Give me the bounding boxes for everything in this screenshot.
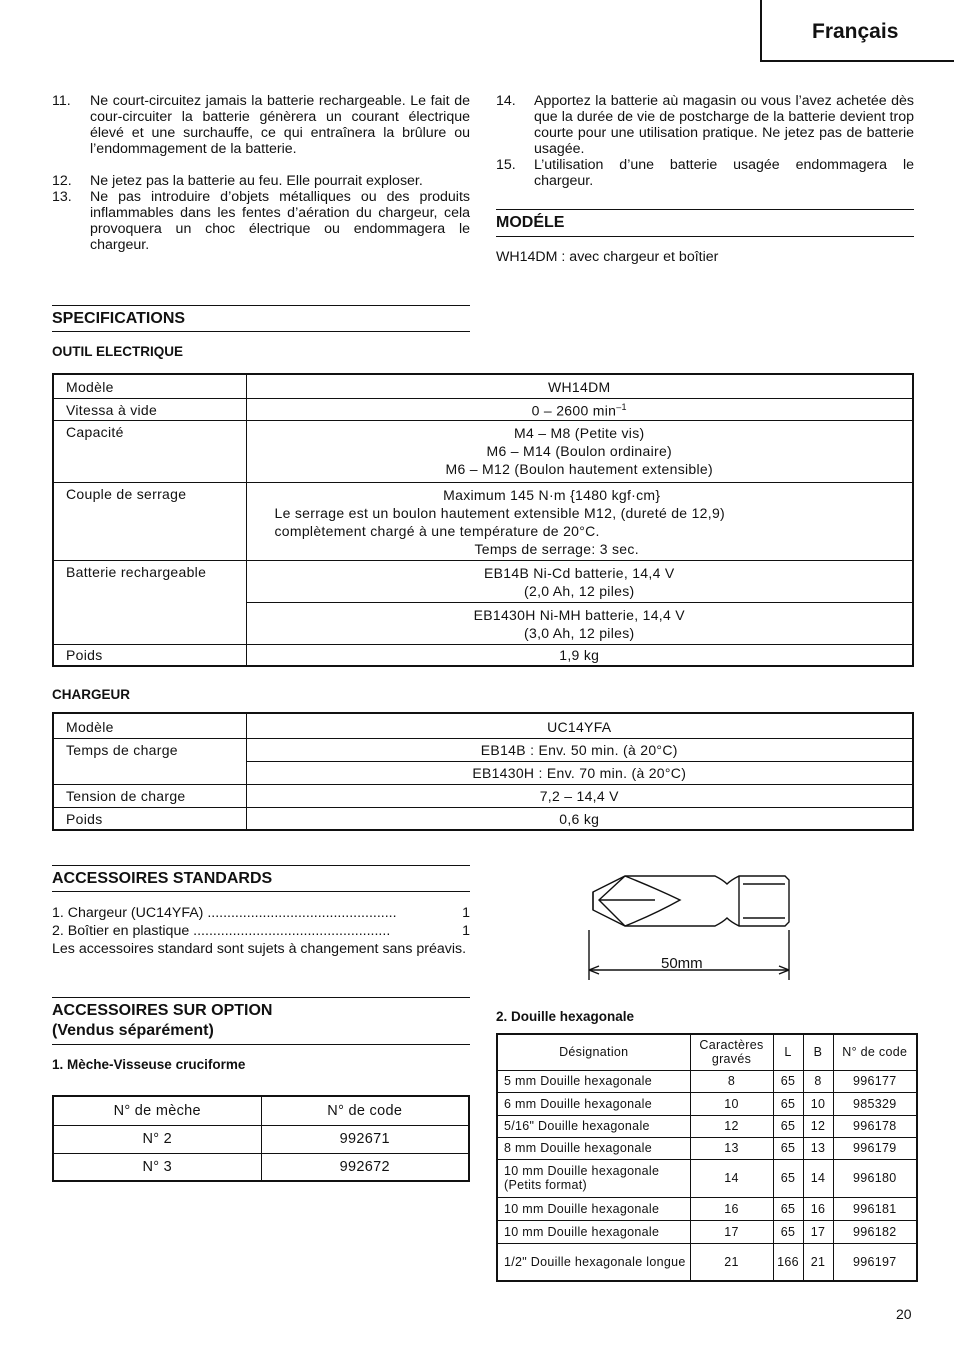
table-row [53, 482, 913, 560]
table-cell: 65 [773, 1115, 803, 1137]
cell-label: Modèle [53, 374, 246, 398]
table-cell: 14 [803, 1159, 833, 1197]
cell-value: UC14YFA [246, 713, 913, 738]
table-row [497, 1070, 917, 1092]
table-row [497, 1197, 917, 1220]
table-cell: 17 [803, 1220, 833, 1243]
section-heading-specifications [52, 305, 470, 332]
table-cell: 8 [803, 1070, 833, 1092]
cell-label: Capacité [53, 420, 246, 482]
accessory-qty: 1 [462, 905, 470, 921]
bit-table [52, 1095, 470, 1182]
list-item [52, 922, 470, 940]
table-cell: 8 [690, 1070, 773, 1092]
table-cell: 21 [803, 1243, 833, 1281]
item-text: L’utilisation d’une batterie usagée endommagera le chargeur. [534, 157, 914, 189]
cell-value [246, 398, 913, 420]
table-cell: 996178 [833, 1115, 917, 1137]
table-cell: 65 [773, 1197, 803, 1220]
capacity-line: M4 – M8 (Petite vis) [514, 424, 645, 441]
item-number: 13. [52, 189, 72, 205]
header-cell: B [803, 1034, 833, 1070]
table-row [497, 1115, 917, 1137]
accessory-label: 2. Boîtier en plastique .................................................. [52, 923, 391, 939]
section-subtitle: (Vendus séparément) [52, 1022, 214, 1039]
list-item [496, 157, 914, 189]
charger-spec-table [52, 712, 914, 831]
table-row [497, 1137, 917, 1159]
table-cell: 996177 [833, 1070, 917, 1092]
subtitle-tool: OUTIL ELECTRIQUE [52, 344, 184, 359]
subtitle-bit: 1. Mèche-Visseuse cruciforme [52, 1057, 246, 1072]
table-row [53, 738, 913, 761]
header-cell: N° de code [261, 1096, 469, 1125]
table-cell: N° 2 [53, 1125, 261, 1153]
table-cell: 21 [690, 1243, 773, 1281]
section-heading-std-accessories [52, 865, 470, 892]
table-cell: 65 [773, 1137, 803, 1159]
table-row [53, 644, 913, 666]
torque-line: Maximum 145 N·m {1480 kgf·cm} [443, 486, 661, 503]
list-item [496, 93, 914, 157]
battery-line: (2,0 Ah, 12 piles) [524, 582, 635, 599]
list-item [52, 904, 470, 922]
table-cell: 17 [690, 1220, 773, 1243]
cell-value: WH14DM [246, 374, 913, 398]
table-row [497, 1243, 917, 1281]
accessory-qty: 1 [462, 923, 470, 939]
table-row [53, 560, 913, 602]
table-cell: 12 [803, 1115, 833, 1137]
table-cell: 996182 [833, 1220, 917, 1243]
section-heading-opt-accessories [52, 997, 470, 1045]
table-cell: 65 [773, 1092, 803, 1115]
item-text: Apportez la batterie aù magasin ou vous l’avez achetée dès que la durée de vie de postcharge de la batterie devient trop courte pour une utilisation pratique. Ne jetez pas de batterie usagée. [534, 93, 914, 157]
item-number: 12. [52, 173, 72, 189]
section-title: ACCESSOIRES STANDARDS [52, 870, 273, 887]
bit-illustration [585, 870, 795, 985]
table-row [497, 1159, 917, 1197]
table-cell: 65 [773, 1220, 803, 1243]
socket-table [496, 1033, 918, 1282]
speed-value: 0 – 2600 min [531, 402, 617, 419]
cell-value: EB14B : Env. 50 min. (à 20°C) [246, 738, 913, 761]
table-cell: 996181 [833, 1197, 917, 1220]
torque-line: complètement chargé à une température de 20°C. [274, 522, 600, 539]
page-number: 20 [896, 1306, 912, 1322]
bit-length-label: 50mm [661, 955, 703, 972]
section-heading-model [496, 209, 914, 237]
table-cell: 166 [773, 1243, 803, 1281]
cell-label: Poids [53, 644, 246, 666]
cell-label: Vitessa à vide [53, 398, 246, 420]
std-accessories-list [52, 904, 470, 958]
cell-value: 0,6 kg [246, 807, 913, 830]
model-text: WH14DM : avec chargeur et boîtier [496, 249, 719, 265]
item-text: Ne jetez pas la batterie au feu. Elle pourrait exploser. [90, 173, 423, 189]
table-cell: 10 [690, 1092, 773, 1115]
cell-label: Couple de serrage [53, 482, 246, 560]
table-cell: 16 [690, 1197, 773, 1220]
designation-cell: 10 mm Douille hexagonale [497, 1197, 690, 1220]
header-cell: L [773, 1034, 803, 1070]
table-cell: 992672 [261, 1153, 469, 1181]
subtitle-socket: 2. Douille hexagonale [496, 1009, 635, 1024]
cell-label: Temps de charge [53, 738, 246, 784]
table-row [53, 807, 913, 830]
table-cell: 14 [690, 1159, 773, 1197]
designation-cell: 1/2" Douille hexagonale longue [497, 1243, 690, 1281]
table-cell: 13 [690, 1137, 773, 1159]
table-cell: 985329 [833, 1092, 917, 1115]
cell-value [246, 560, 913, 602]
language-label: Français [812, 20, 899, 43]
cell-value [246, 602, 913, 644]
designation-cell: 10 mm Douille hexagonale (Petits format) [497, 1159, 690, 1197]
accessories-note: Les accessoires standard sont sujets à changement sans préavis. [52, 941, 467, 957]
section-title: SPECIFICATIONS [52, 310, 186, 327]
torque-line: Temps de serrage: 3 sec. [474, 540, 639, 557]
language-tab [760, 0, 954, 62]
cell-label: Batterie rechargeable [53, 560, 246, 644]
table-row [497, 1092, 917, 1115]
list-item [52, 93, 470, 157]
table-row [497, 1220, 917, 1243]
section-title: MODÉLE [496, 214, 565, 231]
item-text: Ne pas introduire d’objets métalliques ou des produits inflammables dans les fentes d’aération du chargeur, cela provoquera un choc électrique ou endommagera le chargeur. [90, 189, 470, 253]
accessory-label: 1. Chargeur (UC14YFA) ................................................ [52, 905, 397, 921]
table-cell: 996179 [833, 1137, 917, 1159]
item-text: Ne court-circuitez jamais la batterie rechargeable. Le fait de cour-circuiter la batterie génèrera un courant électrique élevé et une surchauffe, ce qui entraînera la brûlure ou l’endommagement de la batterie. [90, 93, 470, 157]
designation-cell: 5/16" Douille hexagonale [497, 1115, 690, 1137]
table-row [497, 1034, 917, 1070]
table-row [53, 420, 913, 482]
table-row [53, 398, 913, 420]
battery-line: EB14B Ni-Cd batterie, 14,4 V [484, 564, 675, 581]
cell-label: Tension de charge [53, 784, 246, 807]
cell-value: 7,2 – 14,4 V [246, 784, 913, 807]
table-row [53, 784, 913, 807]
table-row [53, 374, 913, 398]
capacity-line: M6 – M12 (Boulon hautement extensible) [445, 460, 713, 477]
table-cell: 13 [803, 1137, 833, 1159]
header-cell: N° de mèche [53, 1096, 261, 1125]
list-item [52, 173, 470, 189]
section-title: ACCESSOIRES SUR OPTION [52, 1002, 273, 1019]
header-cell: Caractères gravés [690, 1034, 773, 1070]
table-cell: 65 [773, 1070, 803, 1092]
table-cell: 16 [803, 1197, 833, 1220]
table-cell: 10 [803, 1092, 833, 1115]
table-row [53, 1153, 469, 1181]
cell-label: Modèle [53, 713, 246, 738]
designation-cell: 8 mm Douille hexagonale [497, 1137, 690, 1159]
table-cell: 996180 [833, 1159, 917, 1197]
torque-line: Le serrage est un boulon hautement extensible M12, (dureté de 12,9) [274, 504, 725, 521]
battery-line: EB1430H Ni-MH batterie, 14,4 V [473, 606, 685, 623]
tool-spec-table [52, 373, 914, 667]
cell-value: 1,9 kg [246, 644, 913, 666]
battery-line: (3,0 Ah, 12 piles) [524, 624, 635, 641]
table-cell: 996197 [833, 1243, 917, 1281]
subtitle-charger: CHARGEUR [52, 687, 131, 702]
table-cell: 992671 [261, 1125, 469, 1153]
table-cell: N° 3 [53, 1153, 261, 1181]
item-number: 15. [496, 157, 516, 173]
designation-cell: 10 mm Douille hexagonale [497, 1220, 690, 1243]
cell-value [246, 482, 913, 560]
header-cell: Désignation [497, 1034, 690, 1070]
item-number: 14. [496, 93, 516, 109]
header-cell: N° de code [833, 1034, 917, 1070]
cell-value: EB1430H : Env. 70 min. (à 20°C) [246, 761, 913, 784]
designation-cell: 5 mm Douille hexagonale [497, 1070, 690, 1092]
table-row [53, 1125, 469, 1153]
item-number: 11. [52, 93, 71, 109]
table-cell: 65 [773, 1159, 803, 1197]
table-row [53, 1096, 469, 1125]
capacity-line: M6 – M14 (Boulon ordinaire) [486, 442, 673, 459]
list-item [52, 189, 470, 253]
cell-label: Poids [53, 807, 246, 830]
table-cell: 12 [690, 1115, 773, 1137]
cell-value [246, 420, 913, 482]
table-row [53, 713, 913, 738]
designation-cell: 6 mm Douille hexagonale [497, 1092, 690, 1115]
speed-unit-exponent: –1 [616, 401, 627, 412]
